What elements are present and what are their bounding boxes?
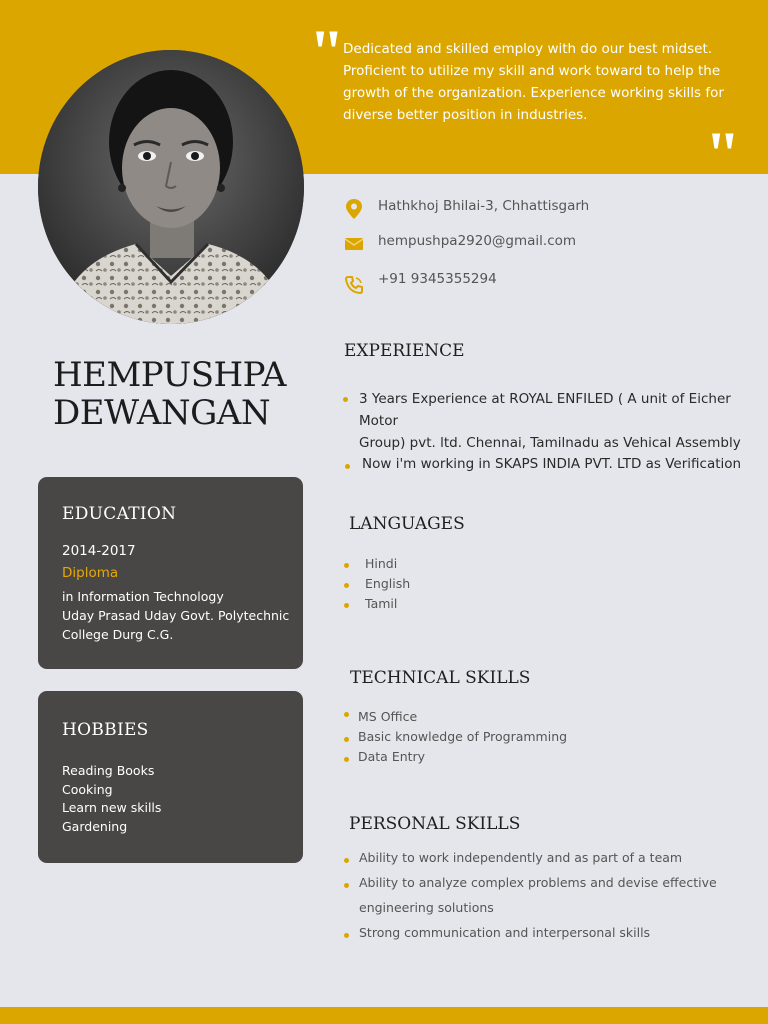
footer-band <box>0 1007 768 1024</box>
experience-title: EXPERIENCE <box>344 341 465 361</box>
hobby-item: Gardening <box>62 818 128 834</box>
experience-line: 3 Years Experience at ROYAL ENFILED ( A unit of Eicher Motor <box>359 391 731 429</box>
bullet-icon <box>344 563 349 568</box>
technical-skill-item: Data Entry <box>358 749 426 764</box>
contact-email <box>344 233 724 257</box>
education-details <box>62 587 292 644</box>
phone-text[interactable]: +91 9345355294 <box>378 271 497 287</box>
experience-line: Group) pvt. ltd. Chennai, Tamilnadu as Vehical Assembly <box>359 435 741 451</box>
close-quote-icon: " <box>705 118 741 189</box>
personal-skills-title: PERSONAL SKILLS <box>349 814 521 834</box>
bullet-icon <box>344 603 349 608</box>
hobby-item: Learn new skills <box>62 800 162 815</box>
hobbies-title: HOBBIES <box>62 720 149 740</box>
personal-skill-item: Ability to work independently and as part of a team <box>359 850 683 865</box>
language-item: English <box>365 576 411 591</box>
technical-skills-title: TECHNICAL SKILLS <box>350 668 531 688</box>
summary-line: growth of the organization. Experience working skills for <box>343 85 724 101</box>
contact-phone <box>344 271 724 295</box>
hobby-item: Reading Books <box>62 763 155 778</box>
bullet-icon <box>344 712 349 717</box>
profile-photo <box>38 50 304 324</box>
first-name: HEMPUSHPA <box>53 355 286 395</box>
summary-line: Dedicated and skilled employ with do our best midset. <box>343 41 713 57</box>
education-years: 2014-2017 <box>62 543 136 559</box>
bullet-icon <box>344 933 349 938</box>
experience-item <box>362 453 757 475</box>
education-title: EDUCATION <box>62 504 177 524</box>
hobbies-card <box>38 691 303 863</box>
education-card <box>38 477 303 669</box>
open-quote-icon: " <box>309 16 345 87</box>
last-name: DEWANGAN <box>53 393 271 433</box>
bullet-icon <box>344 737 349 742</box>
experience-line: Now i'm working in SKAPS INDIA PVT. LTD as Verification <box>362 456 742 472</box>
language-item: Hindi <box>365 556 398 571</box>
phone-icon <box>344 275 364 297</box>
education-detail-line: College Durg C.G. <box>62 627 174 642</box>
bullet-icon <box>343 397 348 402</box>
portrait-illustration <box>38 50 304 324</box>
contact-address <box>344 198 724 222</box>
bullet-icon <box>344 757 349 762</box>
personal-skill-item: Ability to analyze complex problems and devise effective <box>359 875 717 890</box>
technical-skill-item: Basic knowledge of Programming <box>358 729 568 744</box>
technical-skill-item: MS Office <box>358 709 418 724</box>
location-pin-icon <box>344 198 364 220</box>
education-detail-line: in Information Technology <box>62 589 224 604</box>
bullet-icon <box>344 583 349 588</box>
summary-line: diverse better position in industries. <box>343 107 588 123</box>
personal-skill-item-continued: engineering solutions <box>359 900 494 915</box>
personal-skill-item: Strong communication and interpersonal skills <box>359 925 651 940</box>
address-text: Hathkhoj Bhilai-3, Chhattisgarh <box>378 198 590 214</box>
summary-line: Proficient to utilize my skill and work toward to help the <box>343 63 721 79</box>
candidate-name <box>53 356 286 432</box>
education-degree: Diploma <box>62 565 119 581</box>
experience-item <box>359 388 754 454</box>
bullet-icon <box>344 883 349 888</box>
education-detail-line: Uday Prasad Uday Govt. Polytechnic <box>62 608 290 623</box>
mail-icon <box>344 236 364 258</box>
profile-summary <box>343 38 733 126</box>
email-text[interactable]: hempushpa2920@gmail.com <box>378 233 577 249</box>
bullet-icon <box>344 858 349 863</box>
hobbies-list <box>62 762 161 836</box>
language-item: Tamil <box>365 596 398 611</box>
languages-title: LANGUAGES <box>349 514 465 534</box>
bullet-icon <box>345 464 350 469</box>
hobby-item: Cooking <box>62 781 113 797</box>
